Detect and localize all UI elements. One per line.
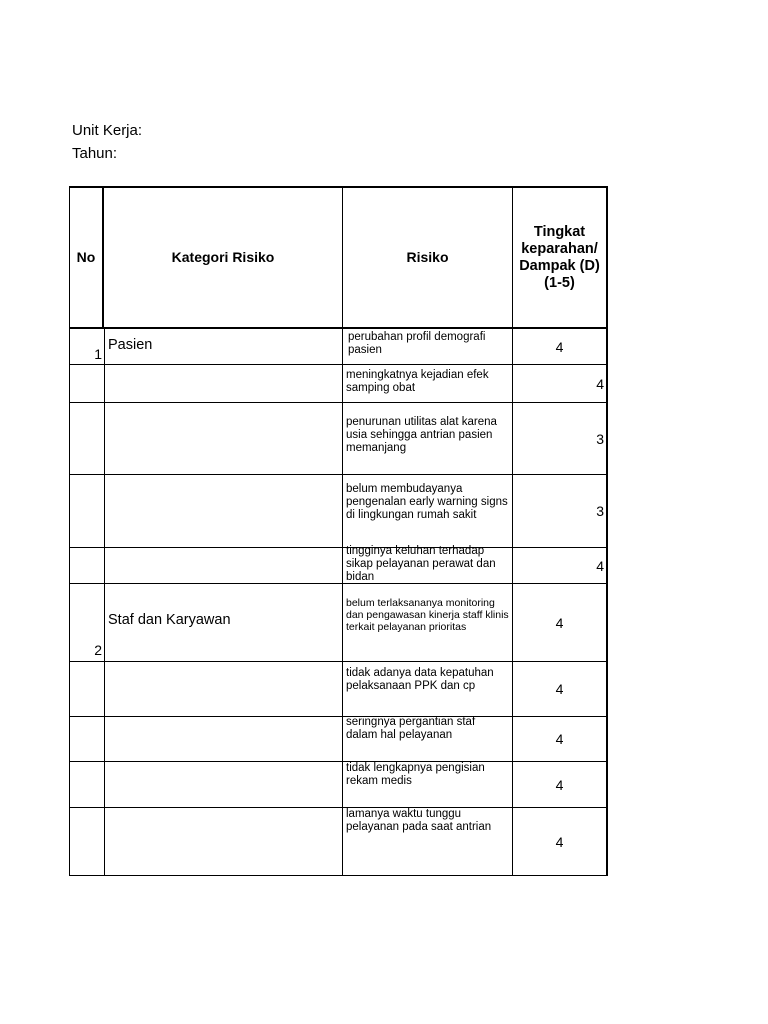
- severity-cell: 4: [596, 557, 604, 574]
- category-cell: Pasien: [108, 337, 153, 353]
- severity-cell: 4: [555, 338, 564, 355]
- header-risiko: Risiko: [406, 249, 449, 265]
- severity-cell: 4: [596, 375, 604, 392]
- risk-table: [69, 186, 608, 876]
- header-no: No: [76, 249, 96, 265]
- risk-cell: seringnya pergantian staf dalam hal pelayanan: [346, 716, 476, 741]
- risk-cell: perubahan profil demografi pasien: [348, 331, 486, 356]
- risk-cell: tidak lengkapnya pengisian rekam medis: [346, 762, 485, 787]
- severity-cell: 4: [555, 614, 564, 631]
- category-cell: Staf dan Karyawan: [108, 612, 231, 628]
- severity-cell: 4: [555, 776, 564, 793]
- unit-kerja-label: Unit Kerja:: [72, 122, 143, 139]
- grid-line: [606, 186, 608, 876]
- severity-cell: 4: [555, 833, 564, 850]
- severity-cell: 4: [555, 681, 564, 697]
- header-kategori-risiko: Kategori Risiko: [171, 249, 275, 265]
- risk-cell: lamanya waktu tunggu pelayanan pada saat antrian: [346, 808, 492, 833]
- risk-cell: penurunan utilitas alat karena usia sehingga antrian pasien memanjang: [346, 416, 497, 454]
- header-tingkat-keparahan: Tingkat keparahan/ Dampak (D) (1-5): [519, 223, 600, 291]
- grid-line: [104, 328, 105, 876]
- risk-cell: meningkatnya kejadian efek samping obat: [346, 369, 489, 394]
- severity-cell: 3: [596, 503, 604, 519]
- tahun-label: Tahun:: [72, 145, 118, 162]
- severity-cell: 4: [555, 731, 564, 747]
- risk-cell: tidak adanya data kepatuhan pelaksanaan PPK dan cp: [346, 667, 494, 692]
- row-number: 1: [94, 346, 102, 362]
- grid-line: [69, 875, 608, 876]
- severity-cell: 3: [596, 430, 604, 447]
- risk-cell: tingginya keluhan terhadap sikap pelayanan perawat dan bidan: [346, 545, 496, 582]
- risk-cell: belum terlaksananya monitoring dan pengawasan kinerja staff klinis terkait pelayanan prioritas: [346, 597, 509, 633]
- row-number: 2: [94, 642, 102, 658]
- risk-cell: belum membudayanya pengenalan early warning signs di lingkungan rumah sakit: [346, 483, 508, 521]
